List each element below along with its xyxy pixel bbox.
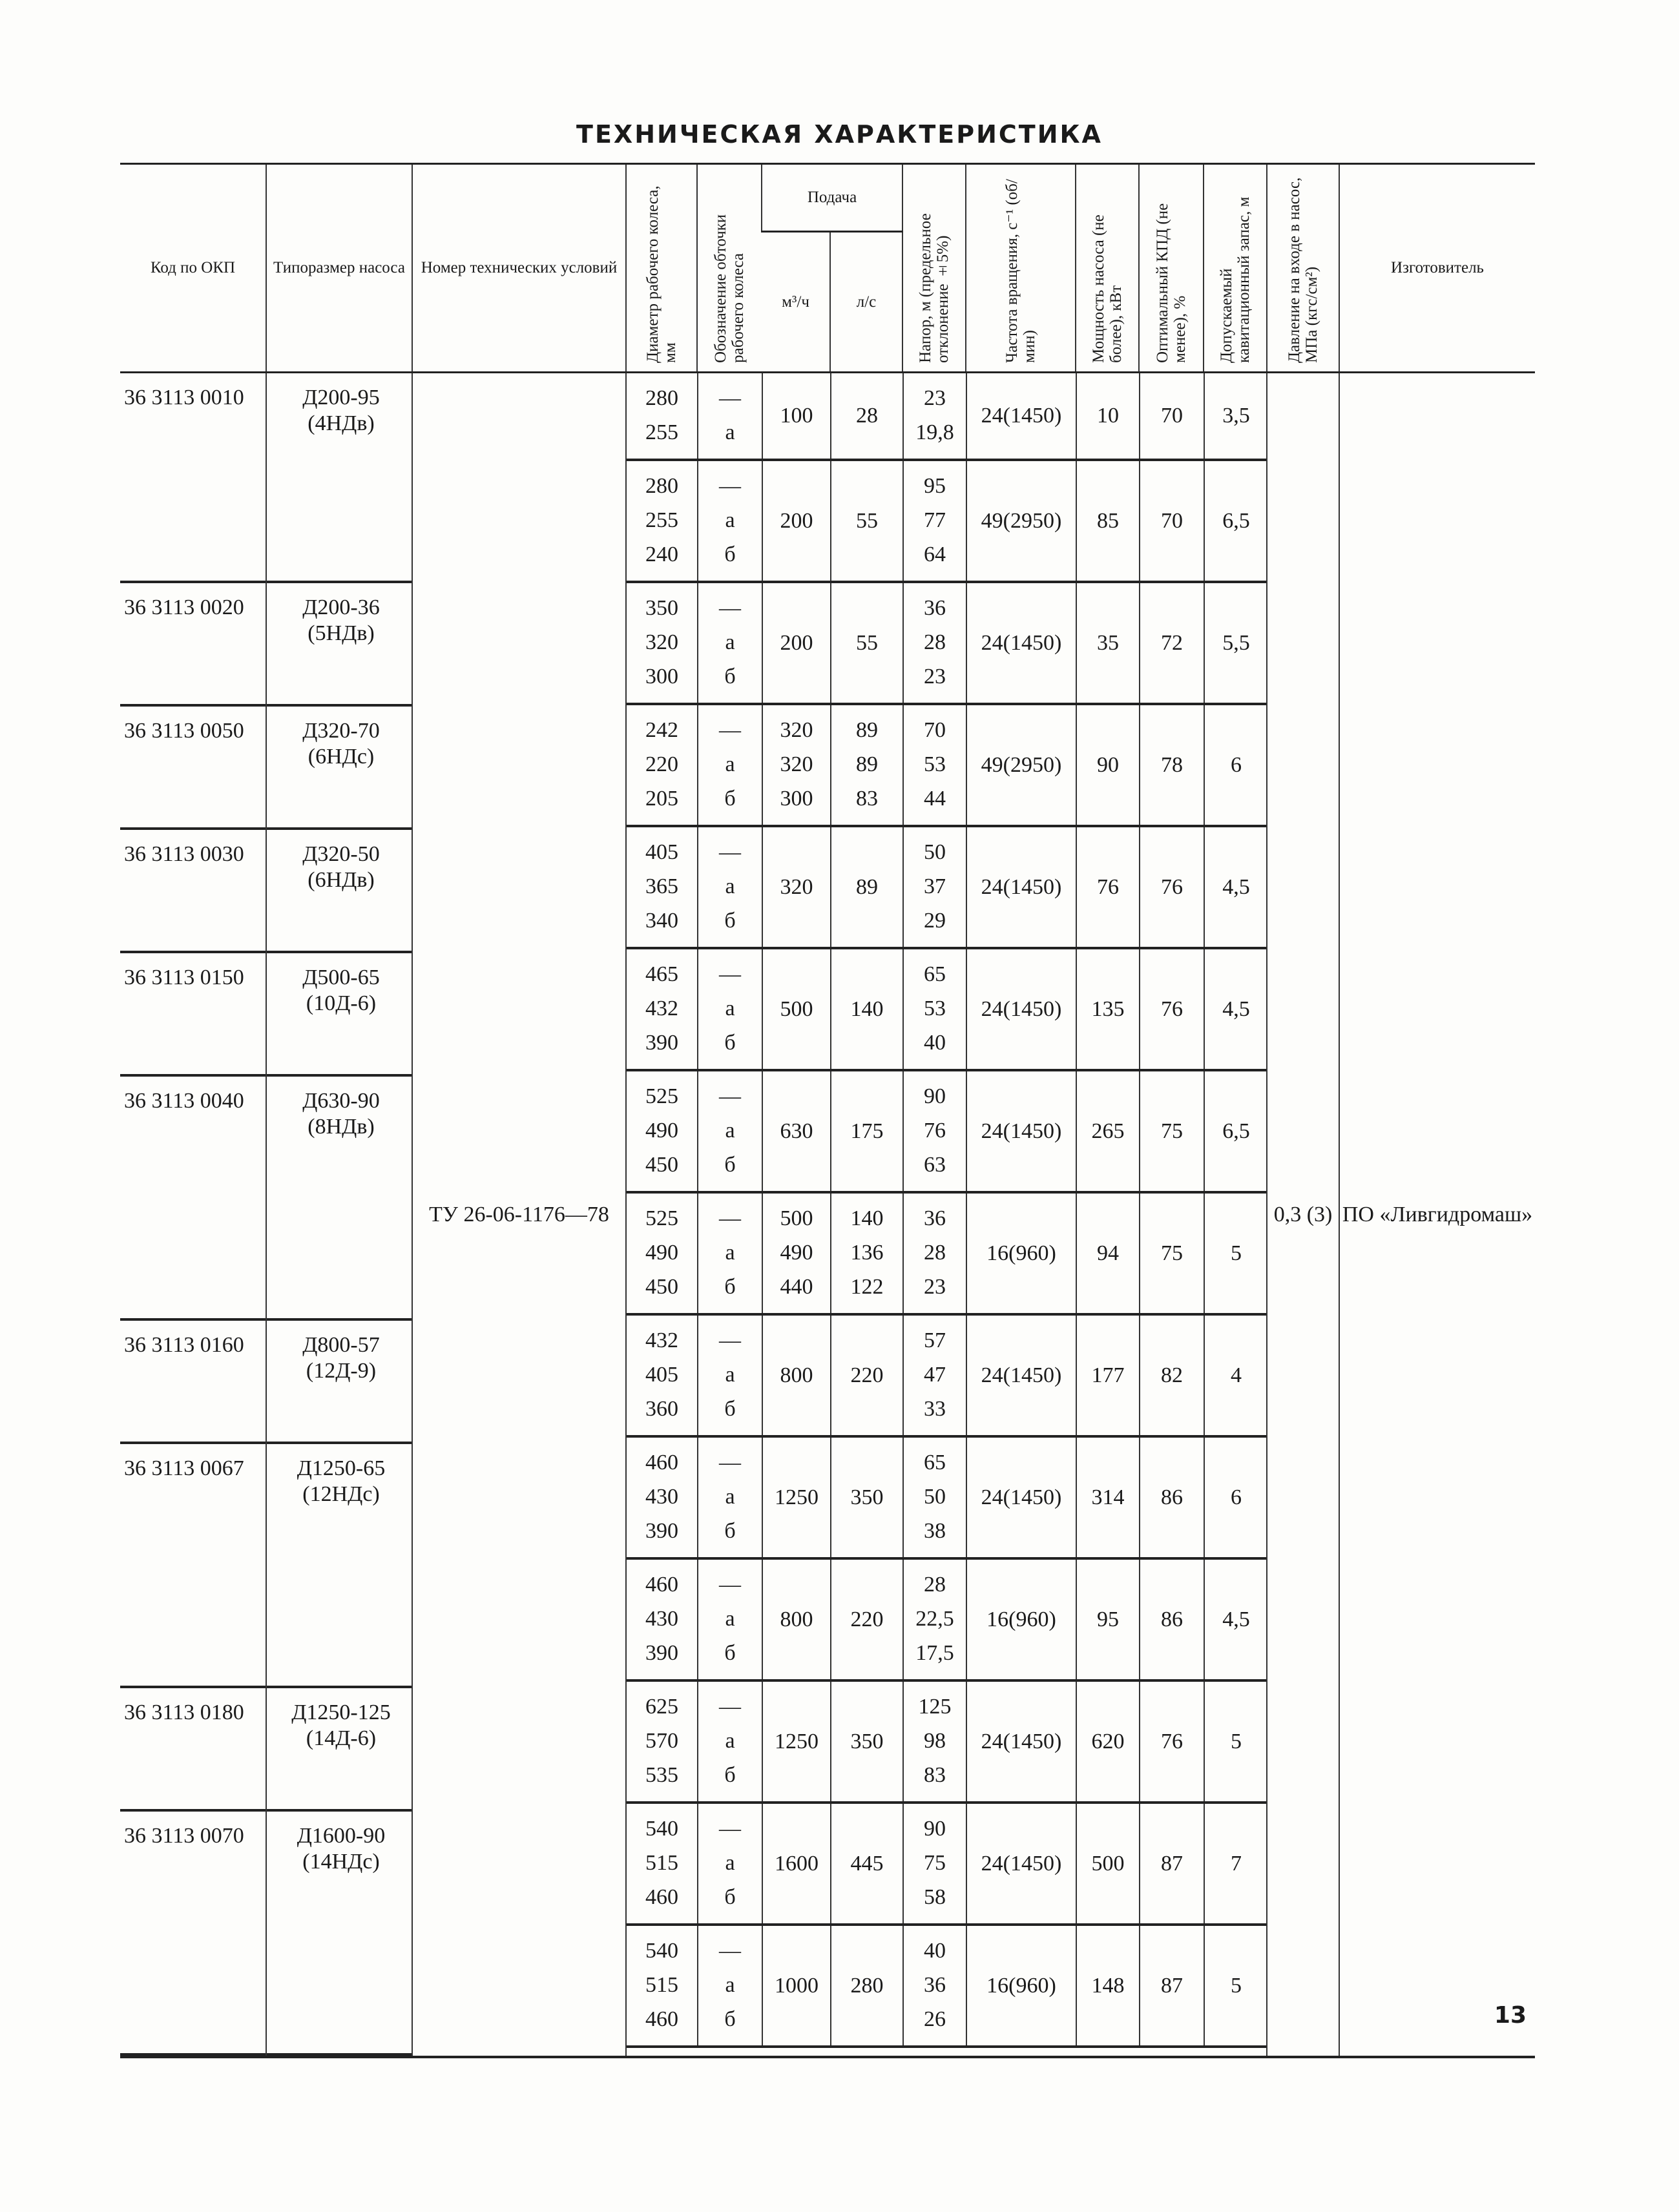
- npsh-value: 6: [1204, 704, 1267, 826]
- q_ls-value: 445: [831, 1803, 903, 1925]
- q_m3h-value: 440: [780, 1275, 813, 1299]
- performance-row: [627, 1070, 1267, 1192]
- d-value: 390: [645, 1641, 678, 1665]
- q_m3h-value: 1250: [762, 1680, 831, 1803]
- n-value: 49(2950): [966, 460, 1076, 582]
- h-value: 65: [924, 962, 946, 986]
- pump-row: [267, 373, 412, 582]
- q_ls-value: 350: [831, 1436, 903, 1558]
- h-value: 53: [924, 997, 946, 1020]
- n-value: 24(1450): [966, 1680, 1076, 1803]
- h-value: 36: [924, 1206, 946, 1230]
- q_m3h-value: 800: [762, 1558, 831, 1680]
- mark-value: а: [725, 1729, 735, 1753]
- d-value: 460: [645, 2007, 678, 2031]
- d-value: 525: [645, 1206, 678, 1230]
- d-value: 432: [645, 1328, 678, 1352]
- mark-value: —: [719, 1451, 741, 1474]
- d-value: 360: [645, 1397, 678, 1421]
- h-value: 36: [924, 596, 946, 620]
- q_ls-value: 89: [831, 826, 903, 948]
- mark-value: б: [724, 1885, 736, 1909]
- h-value: 28: [924, 1573, 946, 1597]
- h-value: 33: [924, 1397, 946, 1421]
- d-value: 255: [645, 420, 678, 444]
- d-value: 490: [645, 1241, 678, 1265]
- q_ls-value: 136: [850, 1241, 884, 1265]
- inlet-pressure: 0,3 (3): [1267, 373, 1339, 2058]
- pump-model: Д200-36 (5НДв): [267, 582, 412, 705]
- mark-value: а: [725, 1363, 735, 1387]
- pump-row: [267, 582, 412, 705]
- n-value: 16(960): [966, 1192, 1076, 1314]
- header-diameter: Диаметр рабочего колеса, мм: [644, 185, 679, 363]
- eff-value: 86: [1140, 1436, 1204, 1558]
- h-value: 90: [924, 1817, 946, 1841]
- h-value: 50: [924, 840, 946, 864]
- mark-value: б: [724, 909, 736, 933]
- q_ls-value: 55: [831, 460, 903, 582]
- h-value: 65: [924, 1451, 946, 1474]
- h-value: 17,5: [915, 1641, 954, 1665]
- performance-row: [627, 1436, 1267, 1558]
- page-title: ТЕХНИЧЕСКАЯ ХАРАКТЕРИСТИКА: [576, 120, 1103, 149]
- okp-code: 36 3113 0070: [120, 1810, 266, 2054]
- npsh-value: 5: [1204, 1192, 1267, 1314]
- h-value: 23: [924, 386, 946, 410]
- d-value: 390: [645, 1519, 678, 1543]
- okp-code: 36 3113 0150: [120, 952, 266, 1075]
- pump-row: [267, 1687, 412, 1810]
- d-value: 450: [645, 1275, 678, 1299]
- eff-value: 72: [1140, 582, 1204, 704]
- pump-row: [267, 1319, 412, 1443]
- p-value: 135: [1076, 948, 1140, 1070]
- n-value: 16(960): [966, 1925, 1076, 2047]
- mark-value: а: [725, 630, 735, 654]
- mark-value: а: [725, 1119, 735, 1142]
- eff-value: 87: [1140, 1803, 1204, 1925]
- p-value: 90: [1076, 704, 1140, 826]
- npsh-value: 4: [1204, 1314, 1267, 1436]
- mark-value: а: [725, 1485, 735, 1509]
- npsh-value: 6,5: [1204, 460, 1267, 582]
- n-value: 24(1450): [966, 1436, 1076, 1558]
- eff-value: 75: [1140, 1070, 1204, 1192]
- mark-value: б: [724, 1153, 736, 1177]
- mark-value: б: [724, 1031, 736, 1055]
- n-value: 49(2950): [966, 704, 1076, 826]
- n-value: 24(1450): [966, 826, 1076, 948]
- p-value: 314: [1076, 1436, 1140, 1558]
- h-value: 76: [924, 1119, 946, 1142]
- n-value: 24(1450): [966, 582, 1076, 704]
- h-value: 40: [924, 1939, 946, 1963]
- d-value: 280: [645, 474, 678, 498]
- h-value: 83: [924, 1763, 946, 1787]
- eff-value: 75: [1140, 1192, 1204, 1314]
- header-flow-ls: л/с: [830, 232, 902, 373]
- h-value: 47: [924, 1363, 946, 1387]
- header-npsh: Допускаемый кавитационный запас, м: [1218, 196, 1253, 363]
- n-value: 16(960): [966, 1558, 1076, 1680]
- d-value: 240: [645, 543, 678, 566]
- models-column: [266, 373, 412, 2058]
- d-value: 340: [645, 909, 678, 933]
- pump-model: Д630-90 (8НДв): [267, 1075, 412, 1319]
- okp-code: 36 3113 0050: [120, 705, 266, 829]
- p-value: 35: [1076, 582, 1140, 704]
- header-head: Напор, м (предельное отклонение ±5%): [917, 212, 952, 363]
- npsh-value: 5: [1204, 1925, 1267, 2047]
- eff-value: 86: [1140, 1558, 1204, 1680]
- mark-value: —: [719, 1695, 741, 1719]
- npsh-value: 3,5: [1204, 373, 1267, 460]
- d-value: 625: [645, 1695, 678, 1719]
- h-value: 40: [924, 1031, 946, 1055]
- h-value: 75: [924, 1851, 946, 1875]
- p-value: 620: [1076, 1680, 1140, 1803]
- p-value: 94: [1076, 1192, 1140, 1314]
- pump-model: Д1600-90 (14НДс): [267, 1810, 412, 2054]
- mark-value: б: [724, 1519, 736, 1543]
- pump-row: [120, 1319, 266, 1443]
- header-flow-m3h: м³/ч: [762, 232, 830, 373]
- d-value: 365: [645, 874, 678, 898]
- okp-code: 36 3113 0020: [120, 582, 266, 705]
- pump-model: Д320-70 (6НДс): [267, 705, 412, 829]
- okp-code: 36 3113 0067: [120, 1443, 266, 1687]
- d-value: 460: [645, 1451, 678, 1474]
- d-value: 465: [645, 962, 678, 986]
- npsh-value: 4,5: [1204, 1558, 1267, 1680]
- performance-row: [627, 704, 1267, 826]
- mark-value: а: [725, 1851, 735, 1875]
- d-value: 255: [645, 508, 678, 532]
- q_m3h-value: 500: [762, 948, 831, 1070]
- d-value: 432: [645, 997, 678, 1020]
- mark-value: б: [724, 787, 736, 811]
- header-code: Код по ОКП: [120, 164, 266, 373]
- d-value: 280: [645, 386, 678, 410]
- npsh-value: 4,5: [1204, 826, 1267, 948]
- eff-value: 76: [1140, 948, 1204, 1070]
- p-value: 500: [1076, 1803, 1140, 1925]
- h-value: 50: [924, 1485, 946, 1509]
- eff-value: 70: [1140, 460, 1204, 582]
- performance-row: [627, 460, 1267, 582]
- h-value: 77: [924, 508, 946, 532]
- q_m3h-value: 100: [762, 373, 831, 460]
- pump-row: [267, 829, 412, 952]
- q_ls-value: 140: [831, 948, 903, 1070]
- d-value: 430: [645, 1607, 678, 1631]
- mark-value: б: [724, 1275, 736, 1299]
- d-value: 320: [645, 630, 678, 654]
- d-value: 405: [645, 1363, 678, 1387]
- tu-number: ТУ 26-06-1176—78: [412, 373, 626, 2058]
- mark-value: —: [719, 1206, 741, 1230]
- q_ls-value: 122: [850, 1275, 884, 1299]
- technical-characteristics-table: [120, 163, 1535, 2058]
- mark-value: б: [724, 665, 736, 688]
- q_m3h-value: 200: [762, 582, 831, 704]
- h-value: 28: [924, 630, 946, 654]
- pump-model: Д1250-65 (12НДс): [267, 1443, 412, 1687]
- eff-value: 82: [1140, 1314, 1204, 1436]
- p-value: 85: [1076, 460, 1140, 582]
- d-value: 300: [645, 665, 678, 688]
- eff-value: 70: [1140, 373, 1204, 460]
- pump-model: Д1250-125 (14Д-6): [267, 1687, 412, 1810]
- h-value: 125: [918, 1695, 952, 1719]
- q_ls-value: 280: [831, 1925, 903, 2047]
- okp-code: 36 3113 0180: [120, 1687, 266, 1810]
- performance-row: [627, 1803, 1267, 1925]
- h-value: 70: [924, 718, 946, 742]
- performance-row: [627, 1558, 1267, 1680]
- header-pressure: Давление на входе в насос, МПа (кгс/см²): [1286, 177, 1321, 363]
- d-value: 490: [645, 1119, 678, 1142]
- okp-code: 36 3113 0040: [120, 1075, 266, 1319]
- page-number: 13: [1494, 2002, 1527, 2029]
- pump-row: [120, 373, 266, 582]
- performance-row: [627, 1192, 1267, 1314]
- q_ls-value: 175: [831, 1070, 903, 1192]
- pump-row: [120, 705, 266, 829]
- q_m3h-value: 320: [762, 826, 831, 948]
- npsh-value: 4,5: [1204, 948, 1267, 1070]
- pump-model: Д320-50 (6НДв): [267, 829, 412, 952]
- mark-value: а: [725, 997, 735, 1020]
- performance-grid: [626, 373, 1267, 2058]
- q_ls-value: 220: [831, 1314, 903, 1436]
- q_ls-value: 350: [831, 1680, 903, 1803]
- h-value: 26: [924, 2007, 946, 2031]
- mark-value: б: [724, 543, 736, 566]
- h-value: 19,8: [915, 420, 954, 444]
- mark-value: б: [724, 2007, 736, 2031]
- q_m3h-value: 320: [780, 718, 813, 742]
- npsh-value: 6,5: [1204, 1070, 1267, 1192]
- d-value: 220: [645, 752, 678, 776]
- q_m3h-value: 800: [762, 1314, 831, 1436]
- h-value: 58: [924, 1885, 946, 1909]
- pump-row: [267, 1443, 412, 1687]
- mark-value: —: [719, 1084, 741, 1108]
- pump-row: [120, 1687, 266, 1810]
- q_m3h-value: 490: [780, 1241, 813, 1265]
- d-value: 460: [645, 1573, 678, 1597]
- header-model: Типоразмер насоса: [266, 164, 412, 373]
- mark-value: а: [725, 752, 735, 776]
- h-value: 37: [924, 874, 946, 898]
- q_ls-value: 28: [831, 373, 903, 460]
- header-efficiency: Оптимальный КПД (не менее), %: [1154, 203, 1189, 363]
- d-value: 460: [645, 1885, 678, 1909]
- h-value: 63: [924, 1153, 946, 1177]
- mark-value: —: [719, 1939, 741, 1963]
- p-value: 148: [1076, 1925, 1140, 2047]
- n-value: 24(1450): [966, 948, 1076, 1070]
- h-value: 23: [924, 665, 946, 688]
- d-value: 205: [645, 787, 678, 811]
- n-value: 24(1450): [966, 373, 1076, 460]
- okp-code: 36 3113 0030: [120, 829, 266, 952]
- d-value: 515: [645, 1851, 678, 1875]
- pump-row: [120, 1810, 266, 2054]
- okp-code: 36 3113 0010: [120, 373, 266, 582]
- header-maker: Изготовитель: [1339, 164, 1535, 373]
- mark-value: а: [725, 1241, 735, 1265]
- q_ls-value: 220: [831, 1558, 903, 1680]
- d-value: 430: [645, 1485, 678, 1509]
- q_ls-value: 89: [856, 752, 878, 776]
- d-value: 242: [645, 718, 678, 742]
- n-value: 24(1450): [966, 1803, 1076, 1925]
- pump-row: [267, 1810, 412, 2054]
- mark-value: —: [719, 840, 741, 864]
- h-value: 38: [924, 1519, 946, 1543]
- h-value: 23: [924, 1275, 946, 1299]
- pump-model: Д200-95 (4НДв): [267, 373, 412, 582]
- d-value: 540: [645, 1939, 678, 1963]
- h-value: 44: [924, 787, 946, 811]
- npsh-value: 5: [1204, 1680, 1267, 1803]
- d-value: 450: [645, 1153, 678, 1177]
- q_m3h-value: 1250: [762, 1436, 831, 1558]
- eff-value: 78: [1140, 704, 1204, 826]
- header-power: Мощность насоса (не более), кВт: [1090, 214, 1125, 363]
- h-value: 53: [924, 752, 946, 776]
- h-value: 98: [924, 1729, 946, 1753]
- d-value: 390: [645, 1031, 678, 1055]
- h-value: 29: [924, 909, 946, 933]
- q_m3h-value: 200: [762, 460, 831, 582]
- performance-row: [627, 1925, 1267, 2047]
- p-value: 76: [1076, 826, 1140, 948]
- p-value: 265: [1076, 1070, 1140, 1192]
- header-impeller-trim: Обозначение обточки рабочего колеса: [712, 214, 747, 363]
- mark-value: б: [724, 1641, 736, 1665]
- d-value: 515: [645, 1973, 678, 1997]
- d-value: 405: [645, 840, 678, 864]
- p-value: 95: [1076, 1558, 1140, 1680]
- pump-model: Д500-65 (10Д-6): [267, 952, 412, 1075]
- q_m3h-value: 1000: [762, 1925, 831, 2047]
- q_ls-value: 83: [856, 787, 878, 811]
- pump-row: [120, 952, 266, 1075]
- h-value: 57: [924, 1328, 946, 1352]
- npsh-value: 5,5: [1204, 582, 1267, 704]
- n-value: 24(1450): [966, 1070, 1076, 1192]
- pump-row: [120, 1443, 266, 1687]
- h-value: 95: [924, 474, 946, 498]
- h-value: 36: [924, 1973, 946, 1997]
- p-value: 177: [1076, 1314, 1140, 1436]
- q_m3h-value: 1600: [762, 1803, 831, 1925]
- mark-value: —: [719, 474, 741, 498]
- mark-value: —: [719, 1328, 741, 1352]
- p-value: 10: [1076, 373, 1140, 460]
- eff-value: 76: [1140, 826, 1204, 948]
- manufacturer: ПО «Ливгидромаш»: [1339, 373, 1535, 2058]
- q_ls-value: 55: [831, 582, 903, 704]
- q_ls-value: 140: [850, 1206, 884, 1230]
- header-tu: Номер технических условий: [412, 164, 626, 373]
- mark-value: —: [719, 386, 741, 410]
- mark-value: а: [725, 1607, 735, 1631]
- mark-value: —: [719, 962, 741, 986]
- performance-row: [627, 1680, 1267, 1803]
- q_m3h-value: 630: [762, 1070, 831, 1192]
- mark-value: б: [724, 1763, 736, 1787]
- n-value: 24(1450): [966, 1314, 1076, 1436]
- pump-row: [120, 582, 266, 705]
- mark-value: —: [719, 1817, 741, 1841]
- performance-row: [627, 948, 1267, 1070]
- npsh-value: 7: [1204, 1803, 1267, 1925]
- pump-row: [267, 952, 412, 1075]
- h-value: 64: [924, 543, 946, 566]
- d-value: 570: [645, 1729, 678, 1753]
- mark-value: а: [725, 420, 735, 444]
- pump-row: [267, 1075, 412, 1319]
- mark-value: а: [725, 508, 735, 532]
- codes-column: [120, 373, 266, 2058]
- npsh-value: 6: [1204, 1436, 1267, 1558]
- q_ls-value: 89: [856, 718, 878, 742]
- header-speed: Частота вращения, с⁻¹ (об/мин): [1003, 178, 1039, 363]
- pump-model: Д800-57 (12Д-9): [267, 1319, 412, 1443]
- performance-row: [627, 373, 1267, 460]
- d-value: 540: [645, 1817, 678, 1841]
- q_m3h-value: 500: [780, 1206, 813, 1230]
- q_m3h-value: 300: [780, 787, 813, 811]
- d-value: 525: [645, 1084, 678, 1108]
- pump-row: [120, 1075, 266, 1319]
- d-value: 350: [645, 596, 678, 620]
- performance-row: [627, 826, 1267, 948]
- mark-value: а: [725, 1973, 735, 1997]
- mark-value: —: [719, 596, 741, 620]
- performance-row: [627, 582, 1267, 704]
- d-value: 535: [645, 1763, 678, 1787]
- eff-value: 87: [1140, 1925, 1204, 2047]
- h-value: 28: [924, 1241, 946, 1265]
- pump-row: [120, 829, 266, 952]
- eff-value: 76: [1140, 1680, 1204, 1803]
- h-value: 90: [924, 1084, 946, 1108]
- okp-code: 36 3113 0160: [120, 1319, 266, 1443]
- q_m3h-value: 320: [780, 752, 813, 776]
- header-flow: Подача: [762, 164, 902, 232]
- mark-value: —: [719, 1573, 741, 1597]
- h-value: 22,5: [915, 1607, 954, 1631]
- performance-row: [627, 1314, 1267, 1436]
- mark-value: —: [719, 718, 741, 742]
- mark-value: а: [725, 874, 735, 898]
- mark-value: б: [724, 1397, 736, 1421]
- pump-row: [267, 705, 412, 829]
